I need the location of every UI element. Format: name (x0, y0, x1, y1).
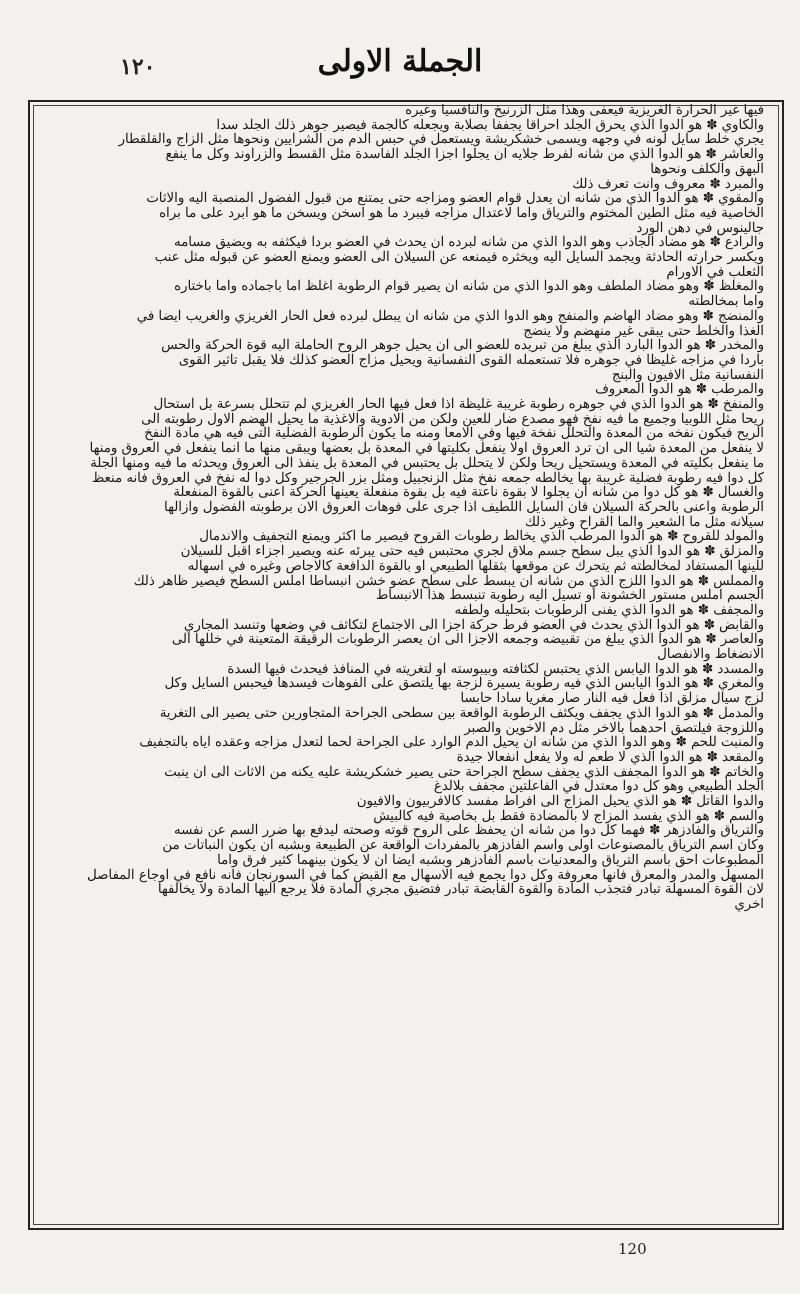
text-line: لان القوة المسهلة تبادر فتجذب المادة والقوة القابضة تبادر فتضيق مجري المادة فلا يرجع اليها المادة ولا يخالفها (157, 882, 764, 898)
text-line: الريح فيكون نفخه من المعدة والتحلل نفخة فيها وفي الامعا ومنه ما يكون الرطوبة الفضلية التى فيه هي مادة النفخ (144, 426, 764, 442)
text-line: الخاصية فيه مثل الطين المختوم والترياق واما لاعتدال مزاجه فيبرد ما هو اسخن ويسخن ما هو ابرد على ما براه (159, 205, 764, 221)
text-line: والسم ✽ هو الذي يفسد المزاج لا بالمضادة فقط بل بخاصية فيه كالبيش (373, 808, 764, 824)
text-line: الجسم املس مستور الخشونة او تسيل اليه رطوبة تنبسط هذا الانبساط (375, 588, 764, 604)
text-line: للينها المستفاد لمخالطته ثم يتحرك عن موقعها بثقلها الطبيعي او بالقوة الدافعة كالاجاص وغيره في اسهاله (187, 558, 764, 574)
text-line: ويكسر حرارته الحادثة ويجمد السايل اليه ويخثره فيمنعه عن السيلان الى العضو ويمنع العضو عن قبوله مثل عنب (154, 250, 764, 266)
text-line: والمنضج ✽ وهو مضاد الهاضم والمنفج وهو الدوا الذي من شانه ان يبطل لبرده فعل الحار الغريزي والغريب ايضا في (136, 308, 764, 324)
page-number-bottom: 120 (618, 1240, 647, 1258)
text-line: والمجفف ✽ هو الدوا الذي يفنى الرطوبات بتحليله ولطفه (454, 602, 764, 618)
text-line: والمملس ✽ هو الدوا اللزج الذي من شانه ان يبسط على سطح عضو خشن انبساطا املس السطح فيصير ظاهر ذلك (133, 573, 764, 589)
text-line: والعاصر ✽ هو الدوا الذي يبلغ من تقبيضه وجمعه الاجزا الى ان يعصر الرطوبات الرقيقة المتعينة في خللها الى (171, 632, 764, 648)
text-line: جالينوس في دهن الورد (636, 220, 764, 236)
text-line: واللزوجة فيلتصق احدهما بالاخر مثل دم الاخوين والصبر (464, 720, 764, 736)
text-line: المطبوعات احق باسم الترياق والمعدنيات باسم الفادزهر وبشبه ايضا ان لا يكون بينهما كثير فرق واما (217, 852, 764, 868)
page-number-top: ١٢٠ (120, 54, 156, 80)
text-line: والمولد للقروح ✽ هو الدوا المرطب الذي يخالط رطوبات القروح فيصير ما اكثر ويمنع التجفيف والاندمال (199, 529, 764, 545)
text-line: والرادع ✽ هو مضاد الجاذب وهو الدوا الذي من شانه لبرده ان يحدث في العضو بردا فيكثفه به ويضيق مسامه (173, 235, 764, 251)
body-text (44, 104, 764, 1222)
text-line: اخري (734, 896, 764, 912)
text-line: والمغري ✽ هو الدوا اليابس الذي فيه رطوبة يسيرة لزجة بها يلتصق على الفوهات فيسدها فيحبس السايل وكل (164, 676, 764, 692)
page-header (0, 40, 800, 100)
text-line: والعاشر ✽ هو الدوا الذي من شانه لفرط جلايه ان يجلوا اجزا الجلد الفاسدة مثل القسط والزراوند وكل ما ينفع (165, 147, 764, 163)
text-line: فيها غير الحرارة الغريزية فيعفى وهذا مثل الزرنيخ والنافسيا وغيره (405, 104, 764, 118)
text-line: والمبرد ✽ معروف وانت تعرف ذلك (572, 176, 764, 192)
text-line: كل دوا فيه رطوبة فضلية غريبة بها يخالطه جمعه نفخ مثل الزنجبيل ومثل بزر الجرجير وكل دوا له نفخ في العروق فانه منعظ (91, 470, 764, 486)
text-line: والمسدد ✽ هو الدوا اليابس الذي يحتبس لكثافته وبيبوسته او لتغريته في المنافذ فيحدث فيها السدة (227, 661, 764, 677)
text-line: الرطوبة واعنى بالحركة السيلان فان السايل اللطيف اذا جرى على فوهات العروق الان برطوبته الفضول وازالها (164, 499, 764, 515)
text-line: والمدمل ✽ هو الدوا الذي يجفف ويكثف الرطوبة الواقعة بين سطحى الجراحة المتجاورين حتى يصير الى التغرية (159, 705, 764, 721)
text-line: البهق والكلف ونحوها (650, 161, 764, 177)
text-line: واما بمخالطته (688, 294, 764, 310)
text-line: وكان اسم الترياق بالمصنوعات اولى واسم الفادزهر بالمفردات الواقعة عن الطبيعة وبشبه ان يكون النباتات من (162, 838, 764, 854)
text-line: باردا في مزاجه غليظا في جوهره فلا تستعمله القوى النفسانية ويحيل مزاج العضو كذلك فلا يقبل تاثير القوى (178, 352, 764, 368)
text-line: والمخدر ✽ هو الدوا البارد الذي يبلغ من تبريده للعضو الى ان يحيل جوهر الروح الحاملة اليه قوة الحركة والحس (161, 338, 764, 354)
text-line: الثعلب في الاورام (666, 264, 764, 280)
text-line: لزج سيال مزلق اذا فعل فيه النار صار مغريا سادا حابسا (460, 691, 764, 707)
text-line: والدوا القاتل ✽ هو الذي يحيل المزاج الى افراط مفسد كالافربيون والافيون (356, 794, 764, 810)
text-line: المسهل والمدر والمعرق فانها معروفة وكل دوا يجمع فيه الاسهال مع القبض كما في السورنجان فانه نافع في اوجاع المفاصل (87, 867, 764, 883)
text-line: والقابض ✽ هو الدوا الذي يحدث في العضو فرط حركة اجزا الى الاجتماع لتكاثف في وضعها وتنسد المجاري (183, 617, 764, 633)
text-line: والمنفخ ✽ هو الدوا الذي في جوهره رطوبة غريبة غليظة اذا فعل فيها الحار الغريزي لم تتحلل بسرعة بل استحال (153, 397, 764, 413)
text-line: لا ينفعل من المعدة شيا الى ان ترد العروق اولا ينفعل بكليتها في المعدة بل بعضها ويبقى منها ما انما ينفعل في العروق ومنها (89, 441, 764, 457)
text-line: الانضغاط والانفصال (657, 647, 764, 663)
text-line: والغسال ✽ هو كل دوا من شانه ان يجلوا لا بقوة ناعتة فيه بل بقوة منفعلة يعينها الحركة اعنى بالقوة المنفعلة (173, 485, 764, 501)
text-line: سيلانه مثل ما الشعير والما القراح وغير ذلك (524, 514, 764, 530)
text-line: ريحا مثل اللوبيا وجميع ما فيه نفخ فهو مصدع ضار للعين ولكن من الادوية والاغذية ما يحيل الهضم الاول رطوبته الى (141, 411, 764, 427)
text-line: والمقعد ✽ هو الدوا الذي لا طعم له ولا يفعل انفعالا جيدة (456, 749, 764, 765)
chapter-title: الجملة الاولى (317, 44, 483, 79)
text-line: والمقوي ✽ هو الدوا الذي من شانه ان يعدل قوام العضو ومزاجه حتى يمتنع من قبول الفضول المنصبة اليه والاثات (146, 191, 764, 207)
text-line: والكاوي ✽ هو الدوا الذي يحرق الجلد احراقا يجففا بصلابة ويجعله كالجمة فيصير جوهر ذلك الجلد سدا (216, 117, 764, 133)
text-line: النفسانية مثل الافيون والبنج (611, 367, 764, 383)
text-line: الغذا والخلط حتى يبقى غير منهضم ولا ينضج (523, 323, 764, 339)
text-line: والمغلظ ✽ وهو مضاد الملطف وهو الدوا الذي من شانه ان يصير قوام الرطوبة اغلظ اما باجماده واما باختاره (174, 279, 764, 295)
text-line: والترياق والفادزهر ✽ فهما كل دوا من شانه ان يحفظ على الروح قوته وصحته ليدفع بها ضرر السم عن نفسه (173, 823, 764, 839)
text-line: والخاتم ✽ هو الدوا المجفف الذي يجفف سطح الجراحة حتى يصير خشكريشة عليه يكنه من الاثات الى ان ينبت (164, 764, 764, 780)
text-line: الجلد الطبيعي وهو كل دوا معتدل في الفاعلتين مجفف بلالدغ (433, 779, 764, 795)
text-line: والمنبت للحم ✽ وهو الدوا الذي من شانه ان يحيل الدم الوارد على الجراحة لحما لتعدل مزاجه وعقده اياه بالتجفيف (139, 735, 764, 751)
text-line: ما ينفعل بكليته في المعدة ويستحيل ريحا ولكن لا يتحلل بل يحتبس في المعدة بل ينفذ الى العروق ويحدثه ما فيه ومنها الجلة (90, 455, 764, 471)
text-line: والمرطب ✽ هو الدوا المعروف (595, 382, 764, 398)
text-line: يجري خلط سايل لونه في وجهه ويسمى خشكريشة ويستعمل في حبس الدم من الشرايين ونحوها مثل الزاج والقلقطار (118, 132, 764, 148)
text-line: والمزلق ✽ هو الدوا الذي يبل سطح جسم ملاق لجري محتبس فيه حتى يبرئه عنه ويصير اجزاء اقبل للسيلان (180, 544, 764, 560)
